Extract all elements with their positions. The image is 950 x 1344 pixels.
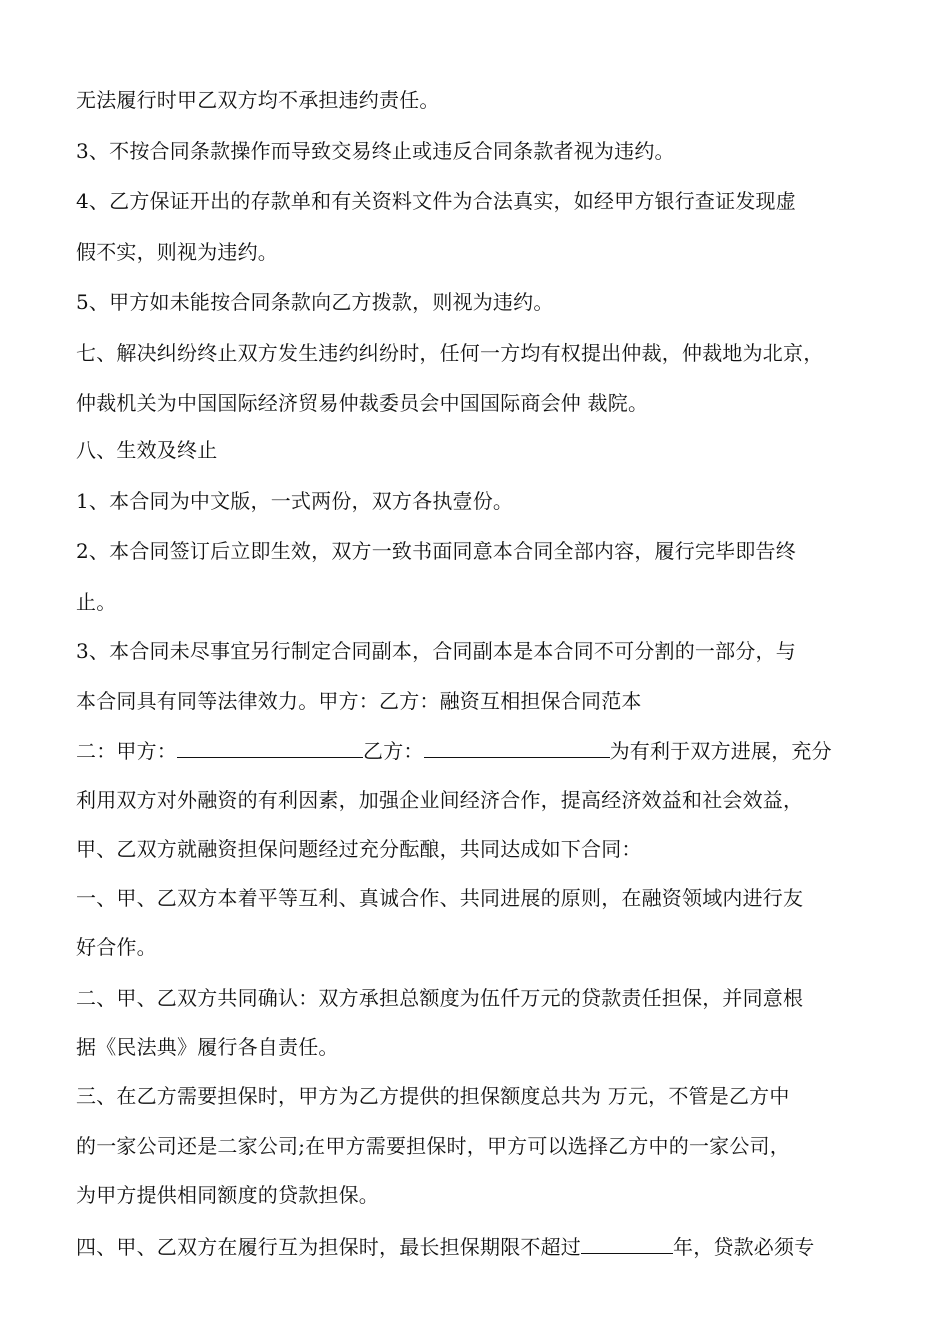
party-b-label: 乙方：: [363, 739, 424, 763]
text-line: 利用双方对外融资的有利因素，加强企业间经济合作，提高经济效益和社会效益，: [76, 788, 804, 812]
text-line: 3、本合同未尽事宜另行制定合同副本，合同副本是本合同不可分割的一部分，与: [76, 639, 796, 663]
parties-suffix: 为有利于双方进展，充分: [609, 739, 832, 763]
section-heading: 八、生效及终止: [76, 438, 218, 462]
text-line: 3、不按合同条款操作而导致交易终止或违反合同条款者视为违约。: [76, 139, 675, 163]
text-line: 好合作。: [76, 935, 157, 959]
text-line: 止。: [76, 590, 117, 614]
text-line: 本合同具有同等法律效力。甲方：乙方：融资互相担保合同范本: [76, 689, 642, 713]
party-a-blank[interactable]: [177, 737, 363, 758]
text-line: 假不实，则视为违约。: [76, 240, 278, 264]
text-line: 二、甲、乙双方共同确认：双方承担总额度为伍仟万元的贷款责任担保，并同意根: [76, 986, 804, 1010]
text-line: 甲、乙双方就融资担保问题经过充分酝酿，共同达成如下合同：: [76, 837, 642, 861]
party-b-blank[interactable]: [424, 737, 610, 758]
text-line: 5、甲方如未能按合同条款向乙方拨款，则视为违约。: [76, 290, 554, 314]
parties-line: [76, 737, 832, 764]
text-line: 一、甲、乙双方本着平等互利、真诚合作、共同进展的原则，在融资领域内进行友: [76, 886, 804, 910]
text-line: 仲裁机关为中国国际经济贸易仲裁委员会中国国际商会仲 裁院。: [76, 391, 649, 415]
text-line: 1、本合同为中文版，一式两份，双方各执壹份。: [76, 489, 514, 513]
text-line: 无法履行时甲乙双方均不承担违约责任。: [76, 88, 440, 112]
text-line: 2、本合同签订后立即生效，双方一致书面同意本合同全部内容，履行完毕即告终: [76, 539, 796, 563]
term-suffix: 年，贷款必须专: [673, 1235, 815, 1259]
text-line: 三、在乙方需要担保时，甲方为乙方提供的担保额度总共为 万元，不管是乙方中: [76, 1084, 790, 1108]
party-a-label: 二：甲方：: [76, 739, 177, 763]
text-line: 据《民法典》履行各自责任。: [76, 1035, 339, 1059]
term-years-blank[interactable]: [581, 1233, 673, 1254]
term-prefix: 四、甲、乙双方在履行互为担保时，最长担保期限不超过: [76, 1235, 581, 1259]
text-line: 的一家公司还是二家公司;在甲方需要担保时，甲方可以选择乙方中的一家公司，: [76, 1134, 790, 1158]
term-line: [76, 1233, 814, 1260]
text-line: 为甲方提供相同额度的贷款担保。: [76, 1183, 379, 1207]
text-line: 4、乙方保证开出的存款单和有关资料文件为合法真实，如经甲方银行查证发现虚: [76, 189, 796, 213]
text-line: 七、解决纠纷终止双方发生违约纠纷时，任何一方均有权提出仲裁，仲裁地为北京，: [76, 341, 824, 365]
